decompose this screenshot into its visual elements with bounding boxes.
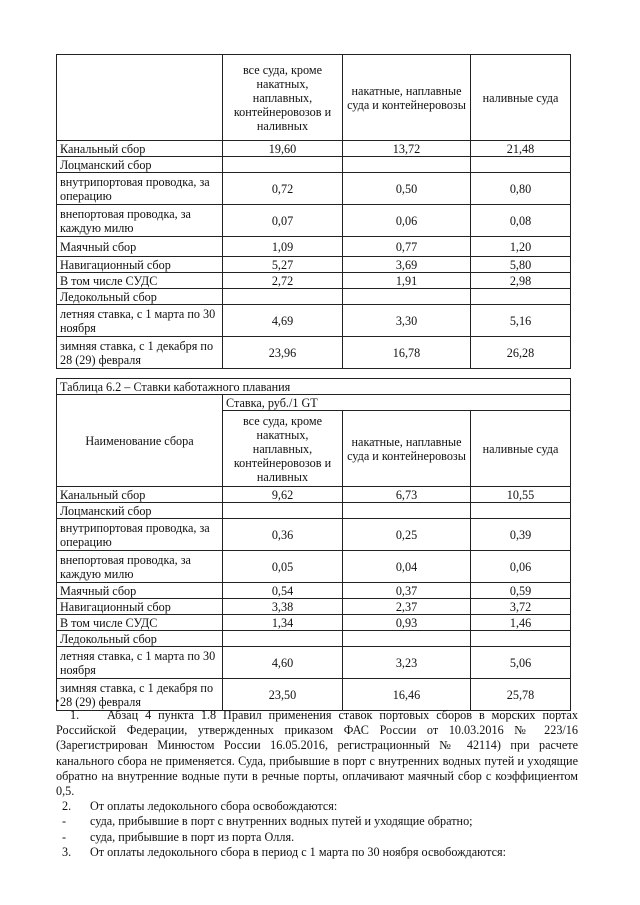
note-text: суда, прибывшие в порт из порта Олля.: [90, 829, 295, 844]
fee-value: 3,38: [223, 599, 343, 615]
header-cell-general-ships: все суда, кроме накатных, наплавных, контейнеровозов и наливных: [223, 411, 343, 487]
note-marker: -: [62, 814, 67, 829]
fee-value: 4,69: [223, 305, 343, 337]
fee-value: 3,72: [471, 599, 571, 615]
fee-value: [223, 289, 343, 305]
note-text: Абзац 4 пункта 1.8 Правил применения ставок портовых сборов в морских портах Российской Федерации, утвержденных приказом ФАС России от 10.03.2016 № 223/16 (Зарегистрирован Минюстом России 16.05.2016, регистрационный № 42114) при расчете канального сбора не применяется. Суда, прибывшие в порт с внутренних водных путей и уходящие обратно на внутренние водные пути в речные порты, оплачивают маячный сбор с коэффициентом 0,5.: [56, 708, 579, 799]
fee-value: 26,28: [471, 337, 571, 369]
fee-name: В том числе СУДС: [57, 273, 223, 289]
fee-value: 0,39: [471, 519, 571, 551]
fee-value: 3,69: [343, 257, 471, 273]
fee-value: 5,16: [471, 305, 571, 337]
table-row: [57, 647, 571, 679]
table-row: [57, 503, 571, 519]
fee-value: 21,48: [471, 141, 571, 157]
fee-value: [471, 503, 571, 519]
table-row: [57, 141, 571, 157]
table-row: [57, 487, 571, 503]
table-row: [57, 157, 571, 173]
fee-name: летняя ставка, с 1 марта по 30 ноября: [57, 305, 223, 337]
note-item: [56, 814, 578, 829]
fee-name: зимняя ставка, с 1 декабря по 28 (29) февраля: [57, 679, 223, 711]
table-row: [57, 305, 571, 337]
fee-name: внутрипортовая проводка, за операцию: [57, 173, 223, 205]
note-marker: -: [62, 829, 67, 844]
fee-name: внепортовая проводка, за каждую милю: [57, 551, 223, 583]
fee-value: 9,62: [223, 487, 343, 503]
fee-value: [223, 157, 343, 173]
fee-value: [471, 631, 571, 647]
fee-name: Ледокольный сбор: [57, 289, 223, 305]
fee-value: 23,96: [223, 337, 343, 369]
fee-value: 0,80: [471, 173, 571, 205]
header-cell-name: Наименование сбора: [57, 395, 223, 487]
fee-value: 0,04: [343, 551, 471, 583]
fee-value: 4,60: [223, 647, 343, 679]
note-marker: 2.: [62, 799, 72, 814]
fee-name: внутрипортовая проводка, за операцию: [57, 519, 223, 551]
fees-table-cabotage: [56, 378, 571, 711]
bullet-mark: •: [56, 696, 60, 706]
fee-value: [343, 503, 471, 519]
table-header-row: [57, 55, 571, 141]
fee-value: 3,23: [343, 647, 471, 679]
fee-value: 0,06: [471, 551, 571, 583]
fee-value: 0,93: [343, 615, 471, 631]
fee-value: [343, 157, 471, 173]
table-row: [57, 237, 571, 257]
fee-value: [343, 631, 471, 647]
header-cell-name: [57, 55, 223, 141]
fee-value: 2,98: [471, 273, 571, 289]
header-cell-roro-ships: накатные, наплавные суда и контейнеровозы: [343, 55, 471, 141]
table-row: [57, 337, 571, 369]
table-caption: Таблица 6.2 – Ставки каботажного плавания: [57, 379, 571, 395]
fee-value: 3,30: [343, 305, 471, 337]
fee-value: 6,73: [343, 487, 471, 503]
note-item: [56, 830, 578, 845]
fee-value: 0,59: [471, 583, 571, 599]
fee-value: 0,54: [223, 583, 343, 599]
fee-name: Маячный сбор: [57, 237, 223, 257]
fee-name: Канальный сбор: [57, 487, 223, 503]
note-text: От оплаты ледокольного сбора освобождаются:: [90, 799, 338, 814]
fee-value: 13,72: [343, 141, 471, 157]
fee-value: 0,08: [471, 205, 571, 237]
table-row: [57, 257, 571, 273]
table-row: [57, 615, 571, 631]
notes-section: [56, 708, 578, 860]
fee-value: [471, 157, 571, 173]
fee-name: внепортовая проводка, за каждую милю: [57, 205, 223, 237]
fee-name: Навигационный сбор: [57, 257, 223, 273]
fee-value: [343, 289, 471, 305]
header-cell-tanker-ships: наливные суда: [471, 411, 571, 487]
note-item: [56, 845, 578, 860]
fee-value: 1,20: [471, 237, 571, 257]
fee-value: 2,72: [223, 273, 343, 289]
fee-value: 5,80: [471, 257, 571, 273]
fee-value: 1,09: [223, 237, 343, 257]
note-paragraph: [56, 708, 578, 799]
fee-value: 0,50: [343, 173, 471, 205]
table-row: [57, 551, 571, 583]
fee-value: 0,25: [343, 519, 471, 551]
fee-value: 2,37: [343, 599, 471, 615]
fee-value: 1,91: [343, 273, 471, 289]
fee-value: 5,06: [471, 647, 571, 679]
fee-name: Маячный сбор: [57, 583, 223, 599]
fee-value: [471, 289, 571, 305]
fee-name: Канальный сбор: [57, 141, 223, 157]
header-cell-rate: Ставка, руб./1 GT: [223, 395, 571, 411]
fees-table-top: [56, 54, 571, 369]
fee-value: 0,07: [223, 205, 343, 237]
fee-value: 19,60: [223, 141, 343, 157]
fee-value: 0,77: [343, 237, 471, 257]
fee-name: зимняя ставка, с 1 декабря по 28 (29) февраля: [57, 337, 223, 369]
header-cell-tanker-ships: наливные суда: [471, 55, 571, 141]
fee-value: 23,50: [223, 679, 343, 711]
table-row: [57, 599, 571, 615]
fee-name: Лоцманский сбор: [57, 503, 223, 519]
table-row: [57, 583, 571, 599]
fee-name: летняя ставка, с 1 марта по 30 ноября: [57, 647, 223, 679]
table-row: [57, 273, 571, 289]
fee-value: [223, 503, 343, 519]
fee-name: Навигационный сбор: [57, 599, 223, 615]
fee-name: В том числе СУДС: [57, 615, 223, 631]
fee-value: 0,06: [343, 205, 471, 237]
fee-value: 16,46: [343, 679, 471, 711]
fee-value: 10,55: [471, 487, 571, 503]
fee-value: [223, 631, 343, 647]
table-row: [57, 205, 571, 237]
fee-value: 5,27: [223, 257, 343, 273]
fee-value: 0,05: [223, 551, 343, 583]
fee-value: 0,36: [223, 519, 343, 551]
table-row: [57, 631, 571, 647]
fee-value: 1,46: [471, 615, 571, 631]
table-caption-row: [57, 379, 571, 395]
note-marker: 3.: [62, 844, 72, 859]
note-text: суда, прибывшие в порт с внутренних водных путей и уходящие обратно;: [90, 814, 473, 829]
fee-value: 0,72: [223, 173, 343, 205]
table-row: [57, 289, 571, 305]
table-row: [57, 679, 571, 711]
note-item: [56, 799, 578, 814]
table-row: [57, 519, 571, 551]
fee-value: 1,34: [223, 615, 343, 631]
note-text: От оплаты ледокольного сбора в период с 1 марта по 30 ноября освобождаются:: [90, 844, 506, 859]
fee-value: 25,78: [471, 679, 571, 711]
fee-name: Ледокольный сбор: [57, 631, 223, 647]
note-marker: 1.: [70, 708, 80, 722]
fee-value: 0,37: [343, 583, 471, 599]
fee-name: Лоцманский сбор: [57, 157, 223, 173]
fee-value: 16,78: [343, 337, 471, 369]
table-row: [57, 173, 571, 205]
table-header-row: [57, 395, 571, 411]
header-cell-roro-ships: накатные, наплавные суда и контейнеровозы: [343, 411, 471, 487]
header-cell-general-ships: все суда, кроме накатных, наплавных, контейнеровозов и наливных: [223, 55, 343, 141]
